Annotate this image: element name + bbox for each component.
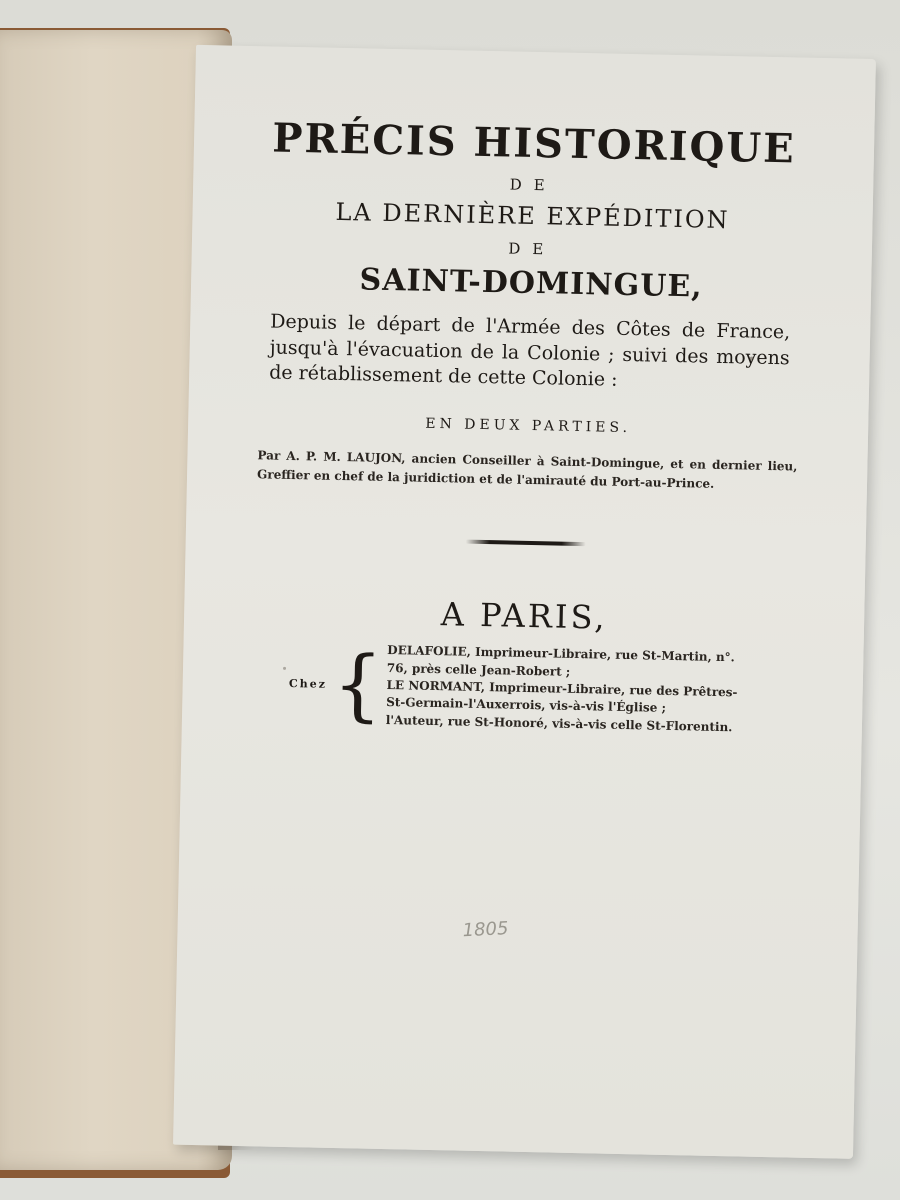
foxing-spot: [283, 667, 286, 670]
imprint-line: DELAFOLIE, Imprimeur-Libraire, rue St-Martin, n°. 76, près celle Jean-Robert ;: [386, 643, 735, 679]
imprint-line: l'Auteur, rue St-Honoré, vis-à-vis celle St-Florentin.: [385, 712, 733, 734]
connector-de-1: DE: [509, 175, 557, 195]
imprint-chez: Chez: [288, 677, 328, 691]
imprint-line: LE NORMANT, Imprimeur-Libraire, rue des Prêtres-St-Germain-l'Auxerrois, vis-à-vis l'Église ;: [386, 677, 738, 716]
imprint-block: [242, 639, 804, 738]
city-line: A PARIS,: [440, 595, 608, 637]
foxing-spot: [750, 357, 754, 361]
main-title: PRÉCIS HISTORIQUE: [271, 114, 797, 173]
pencil-annotation: 1805: [462, 918, 509, 942]
connector-de-2: DE: [508, 239, 556, 259]
title-page: [173, 45, 876, 1159]
brace-icon: {: [331, 639, 384, 731]
parts-line: EN DEUX PARTIES.: [425, 415, 632, 436]
place-title: SAINT-DOMINGUE,: [359, 262, 704, 305]
ornamental-rule: [466, 540, 586, 547]
author-line: Par A. P. M. LAUJON, ancien Conseiller à Saint-Domingue, et en dernier lieu, Greffier en chef de la juridiction et de l'amirauté du Port-au-Prince.: [256, 448, 798, 491]
subtitle: LA DERNIÈRE EXPÉDITION: [335, 197, 730, 235]
imprint-lines: [386, 642, 758, 737]
title-page-content: [242, 116, 815, 738]
description-text: Depuis le départ de l'Armée des Côtes de France, jusqu'à l'évacuation de la Colonie ; suivi des moyens de rétablissement de cette Colonie :: [268, 310, 791, 392]
